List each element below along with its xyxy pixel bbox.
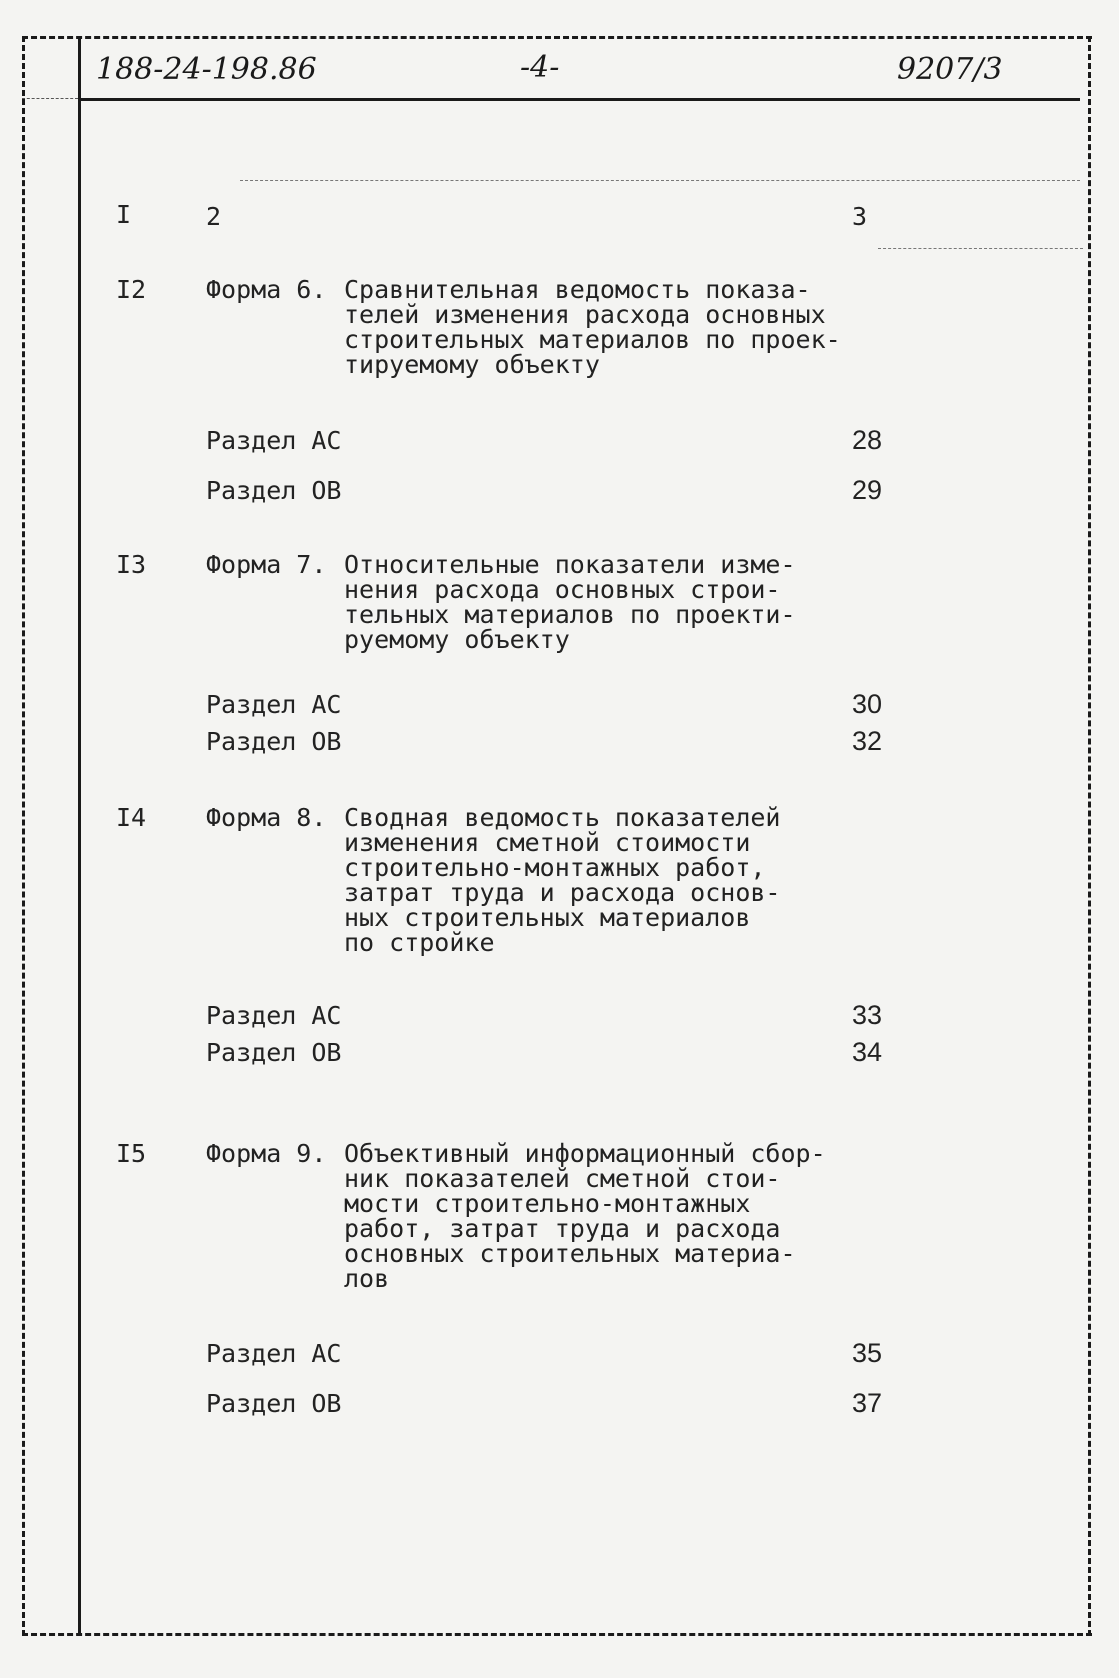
section-label: Раздел ОВ bbox=[206, 1038, 342, 1067]
form-title-line: нения расхода основных строи- bbox=[344, 575, 781, 604]
doc-ref: 9207/3 bbox=[897, 52, 1003, 87]
header-rule bbox=[80, 98, 1080, 101]
section-page: 37 bbox=[852, 1388, 883, 1418]
section-page: 33 bbox=[852, 1000, 883, 1030]
form-title-line: затрат труда и расхода основ- bbox=[344, 878, 781, 907]
section-label: Раздел ОВ bbox=[206, 1389, 342, 1418]
column-header-2: 2 bbox=[206, 202, 222, 231]
form-label: Форма 7. bbox=[206, 550, 327, 579]
section-page: 29 bbox=[852, 475, 883, 505]
entry-number: I3 bbox=[116, 550, 147, 579]
column-header-rule-top bbox=[240, 180, 1080, 181]
section-label: Раздел АС bbox=[206, 426, 342, 455]
frame-left-border bbox=[22, 36, 25, 1636]
form-label: Форма 8. bbox=[206, 803, 327, 832]
entry-number: I2 bbox=[116, 275, 147, 304]
form-label: Форма 6. bbox=[206, 275, 327, 304]
section-label: Раздел ОВ bbox=[206, 727, 342, 756]
form-title-line: основных строительных материа- bbox=[344, 1239, 796, 1268]
frame-top-border bbox=[22, 36, 1092, 39]
section-label: Раздел ОВ bbox=[206, 476, 342, 505]
frame-right-border bbox=[1088, 36, 1091, 1636]
form-title-line: Относительные показатели изме- bbox=[344, 550, 796, 579]
form-title-line: работ, затрат труда и расхода bbox=[344, 1214, 781, 1243]
entry-number: I4 bbox=[116, 803, 147, 832]
section-page: 28 bbox=[852, 425, 883, 455]
form-title-line: Объективный информационный сбор- bbox=[344, 1139, 826, 1168]
form-title-line: строительных материалов по проек- bbox=[344, 325, 841, 354]
header-dash bbox=[22, 98, 78, 99]
doc-code: 188-24-198.86 bbox=[96, 52, 317, 87]
section-page: 32 bbox=[852, 726, 883, 756]
section-label: Раздел АС bbox=[206, 1339, 342, 1368]
page-number: -4- bbox=[520, 50, 560, 85]
entry-number: I5 bbox=[116, 1139, 147, 1168]
form-title-line: тируемому объекту bbox=[344, 350, 600, 379]
form-title-line: телей изменения расхода основных bbox=[344, 300, 826, 329]
column-header-rule-bottom bbox=[878, 248, 1083, 249]
form-title-line: ных строительных материалов bbox=[344, 903, 751, 932]
form-title-line: ник показателей сметной стои- bbox=[344, 1164, 781, 1193]
section-label: Раздел АС bbox=[206, 690, 342, 719]
section-page: 34 bbox=[852, 1037, 883, 1067]
frame-bottom-border bbox=[22, 1633, 1092, 1636]
form-title-line: Сравнительная ведомость показа- bbox=[344, 275, 811, 304]
form-title-line: лов bbox=[344, 1264, 390, 1293]
binding-margin-line bbox=[78, 38, 81, 1636]
form-title-line: тельных материалов по проекти- bbox=[344, 600, 796, 629]
form-title-line: руемому объекту bbox=[344, 625, 570, 654]
column-header-1: I bbox=[116, 200, 132, 229]
section-page: 35 bbox=[852, 1338, 883, 1368]
form-title-line: строительно-монтажных работ, bbox=[344, 853, 766, 882]
form-title-line: по стройке bbox=[344, 928, 495, 957]
section-label: Раздел АС bbox=[206, 1001, 342, 1030]
form-title-line: мости строительно-монтажных bbox=[344, 1189, 751, 1218]
form-label: Форма 9. bbox=[206, 1139, 327, 1168]
form-title-line: изменения сметной стоимости bbox=[344, 828, 751, 857]
form-title-line: Сводная ведомость показателей bbox=[344, 803, 781, 832]
section-page: 30 bbox=[852, 689, 883, 719]
column-header-3: 3 bbox=[852, 202, 868, 231]
